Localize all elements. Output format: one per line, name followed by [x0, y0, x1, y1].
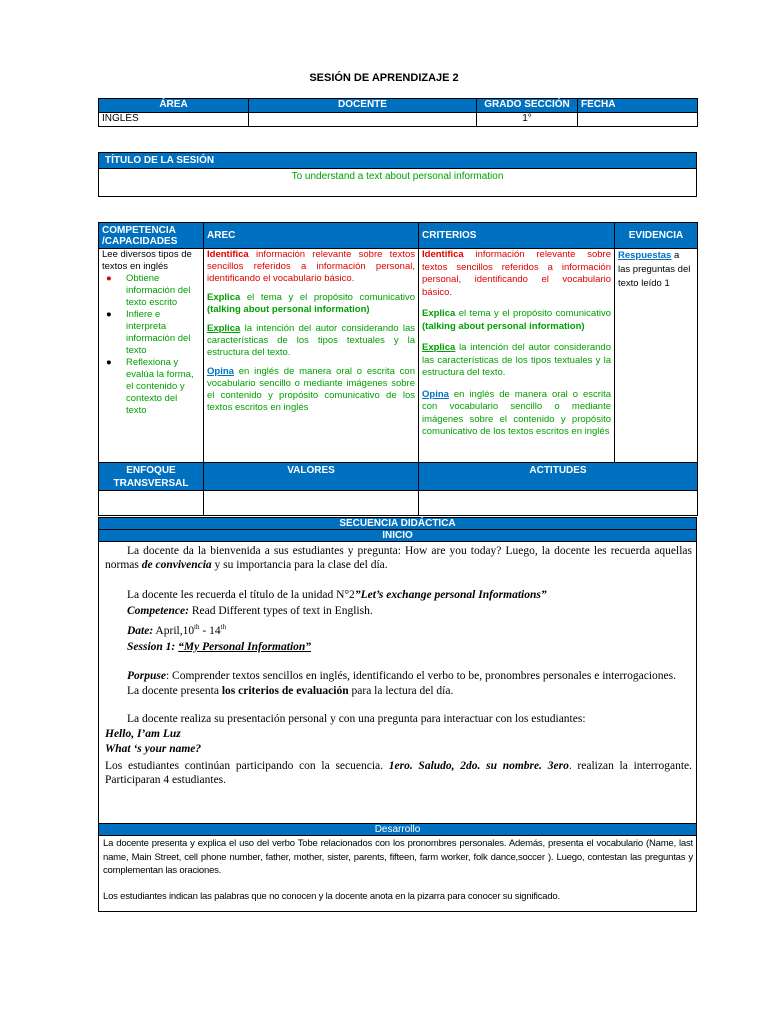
area-value: INGLÉS	[99, 113, 249, 127]
evidencia-text: a las preguntas del texto leído 1	[618, 250, 691, 289]
capacidad-label: Infiere e interpreta información del texto	[126, 309, 191, 356]
bullet-icon: ●	[106, 357, 112, 368]
docente-header: DOCENTE	[249, 99, 477, 113]
criterion-item	[422, 249, 611, 299]
fecha-header: FECHA	[578, 99, 698, 113]
inicio-header: INICIO	[99, 530, 697, 542]
actitudes-header: ACTITUDES	[419, 463, 698, 491]
enfoque-value	[99, 491, 204, 516]
criterion-text: en inglés de manera oral o escrita con vocabulario sencillo o mediante imágenes sobre el contenido y propósito comunicativo de los textos escritos en inglés	[422, 388, 611, 437]
criterion-keyword: Opina	[207, 366, 234, 377]
criterion-item	[207, 366, 415, 414]
paragraph: What ‘s your name?	[105, 742, 202, 755]
page-title: SESIÓN DE APRENDIZAJE 2	[309, 72, 459, 84]
evidencia-cell	[615, 249, 698, 463]
bullet-icon: ●	[106, 309, 112, 320]
criterion-keyword: Identifica	[207, 249, 249, 260]
criterion-text: la intención del autor considerando las características de los tipos textuales y la estructura del texto.	[422, 342, 611, 378]
paragraph: La docente presenta y explica el uso del verbo Tobe relacionados con los pronombres personales. Además, presenta el vocabulario (Name, last name, Main Street, cell phone number, father, mother, sister, parents, fifteen, farm worker, folk dance,soccer ). Luego, contestan las preguntas y complementan las oraciones.	[103, 838, 693, 876]
bullet-icon: ●	[106, 273, 112, 284]
desarrollo-header: Desarrollo	[99, 824, 697, 836]
grado-seccion-value: 1°	[477, 113, 578, 127]
criterios-cell	[419, 249, 615, 463]
criterion-item	[207, 323, 415, 359]
fecha-value	[578, 113, 698, 127]
enfoque-header: ENFOQUE TRANSVERSAL	[99, 463, 204, 491]
criterion-text: en inglés de manera oral o escrita con vocabulario sencillo o mediante imágenes sobre el contenido y propósito comunicativo de los textos escritos en inglés	[207, 366, 415, 413]
criterion-text: el tema y el propósito comunicativo	[240, 292, 415, 303]
list-item	[102, 357, 200, 417]
criterion-keyword: Explica	[422, 308, 456, 319]
paragraph: Porpuse: Comprender textos sencillos en inglés, identificando el verbo to be, pronombres personales e interrogaciones.	[127, 669, 676, 682]
list-item	[102, 309, 200, 357]
evidencia-header: EVIDENCIA	[615, 223, 698, 249]
paragraph: Date: April,10th - 14th	[127, 623, 227, 637]
competencia-text: Lee diversos tipos de textos en inglés	[102, 249, 192, 272]
paragraph: Session 1: “My Personal Information”	[127, 640, 312, 653]
paragraph: Hello, I’am Luz	[105, 727, 181, 740]
info-table	[98, 98, 698, 127]
paragraph: Los estudiantes continúan participando con la secuencia. 1ero. Saludo, 2do. su nombre. 3ero. realizan la interrogante. Participaran 4 estudiantes.	[105, 759, 693, 786]
capacidad-label: Obtiene información del texto escrito	[126, 273, 191, 308]
secuencia-header: SECUENCIA DIDÁCTICA	[99, 518, 697, 530]
secuencia-table	[98, 517, 697, 912]
paragraph: Competence: Read Different types of text in English.	[127, 605, 373, 617]
criterios-header: CRITERIOS	[419, 223, 615, 249]
enfoque-table	[98, 462, 698, 516]
paragraph: La docente presenta los criterios de evaluación para la lectura del día.	[127, 684, 454, 697]
paragraph: La docente realiza su presentación personal y con una pregunta para interactuar con los estudiantes:	[127, 712, 586, 725]
desarrollo-content	[99, 836, 697, 912]
arec-header: AREC	[204, 223, 419, 249]
inicio-content	[99, 542, 697, 824]
competencia-header: COMPETENCIA /CAPACIDADES	[99, 223, 204, 249]
criterion-text: la intención del autor considerando las características de los tipos textuales y la estructura del texto.	[207, 323, 415, 358]
criterion-bold-text: (talking about personal information)	[207, 304, 370, 315]
criterion-text: el tema y el propósito comunicativo	[455, 308, 611, 319]
evidencia-keyword: Respuestas	[618, 250, 672, 261]
paragraph: Los estudiantes indican las palabras que no conocen y la docente anota en la pizarra para conocer su significado.	[103, 890, 560, 902]
paragraph: La docente da la bienvenida a sus estudiantes y pregunta: How are you today? Luego, la docente les recuerda aquellas normas de convivencia y su importancia para la clase del día.	[105, 545, 692, 571]
paragraph: La docente les recuerda el título de la unidad N°2”Let’s exchange personal Informations”	[127, 589, 547, 601]
criterion-bold-text: (talking about personal information)	[422, 320, 585, 332]
criterion-keyword: Explica	[207, 323, 241, 334]
criterion-item	[207, 292, 415, 316]
arec-cell	[204, 249, 419, 463]
capacidad-label: Reflexiona y evalúa la forma, el contenido y contexto del texto	[126, 357, 194, 416]
criterion-text: información relevante sobre textos sencillos referidos a información personal, identificando el vocabulario básico.	[422, 249, 611, 298]
grado-seccion-header: GRADO SECCIÓN	[477, 99, 578, 113]
criterion-item	[422, 308, 611, 333]
docente-value	[249, 113, 477, 127]
capacidades-list	[102, 273, 200, 417]
session-title-header: TÍTULO DE LA SESIÓN	[99, 153, 697, 169]
criterion-keyword: Opina	[422, 388, 449, 400]
session-title-table	[98, 152, 697, 197]
area-header: ÁREA	[99, 99, 249, 113]
capacidades-cell	[99, 249, 204, 463]
criterion-keyword: Explica	[422, 342, 456, 353]
criterion-keyword: Explica	[207, 292, 241, 303]
criterion-item	[422, 342, 611, 380]
actitudes-value	[419, 491, 698, 516]
criterion-item	[422, 389, 611, 439]
valores-value	[204, 491, 419, 516]
criterion-keyword: Identifica	[422, 249, 464, 260]
valores-header: VALORES	[204, 463, 419, 491]
list-item	[102, 273, 200, 309]
session-title-value: To understand a text about personal information	[99, 169, 697, 197]
competencia-table	[98, 222, 698, 463]
criterion-item	[207, 249, 415, 285]
criterion-text: información relevante sobre textos sencillos referidos a información personal, identificando el vocabulario básico.	[207, 249, 415, 284]
